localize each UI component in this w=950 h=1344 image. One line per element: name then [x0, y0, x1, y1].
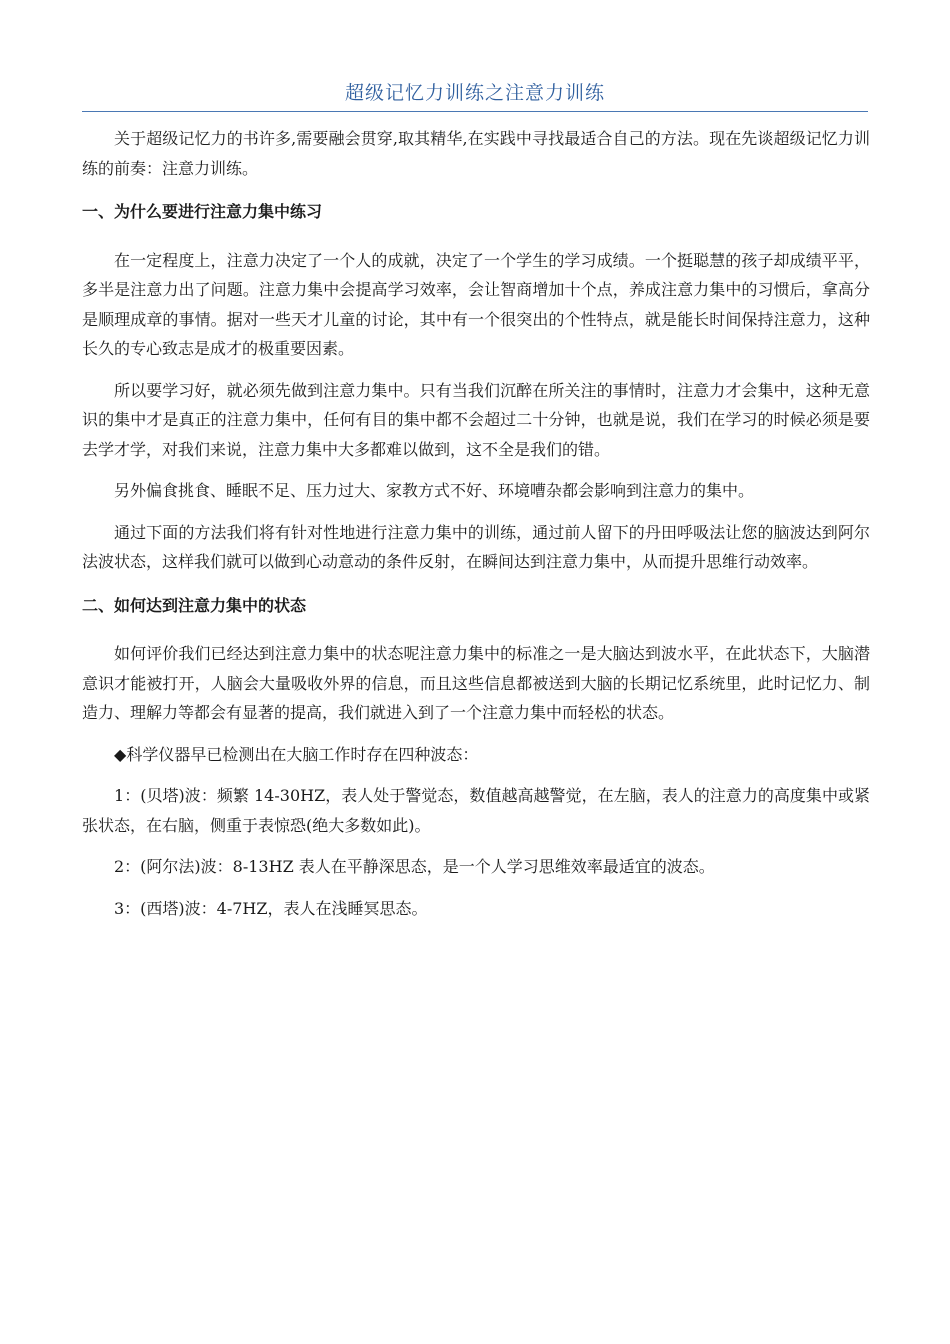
section-1-paragraph-1: 在一定程度上，注意力决定了一个人的成就，决定了一个学生的学习成绩。一个挺聪慧的孩子却成绩平平，多半是注意力出了问题。注意力集中会提高学习效率，会让智商增加十个点，养成注意力集中的习惯后，拿高分是顺理成章的事情。据对一些天才儿童的讨论，其中有一个很突出的个性特点，就是能长时间保持注意力，这种长久的专心致志是成才的极重要因素。: [82, 250, 870, 358]
document-body: [82, 124, 870, 935]
section-2-heading: 二、如何达到注意力集中的状态: [82, 595, 307, 615]
bullet-line: [82, 740, 870, 770]
document-title: 超级记忆力训练之注意力训练: [344, 82, 605, 104]
section-1-heading: 一、为什么要进行注意力集中练习: [82, 202, 323, 221]
wave-item-2: 2：(阿尔法)波：8-13HZ 表人在平静深思态，是一个人学习思维效率最适宜的波态。: [114, 857, 715, 876]
diamond-bullet-icon: ◆: [114, 744, 127, 764]
section-1-paragraph-3: 另外偏食挑食、睡眠不足、压力过大、家教方式不好、环境嘈杂都会影响到注意力的集中。: [114, 481, 755, 500]
wave-item-1: 1：(贝塔)波：频繁 14-30HZ，表人处于警觉态，数值越高越警觉，在左脑，表人的注意力的高度集中或紧张状态，在右脑，侧重于表惊恐(绝大多数如此)。: [82, 786, 870, 835]
bullet-text: 科学仪器早已检测出在大脑工作时存在四种波态：: [126, 744, 479, 764]
wave-item-3: 3：(西塔)波：4-7HZ，表人在浅睡冥思态。: [114, 898, 428, 918]
section-2-paragraph: 如何评价我们已经达到注意力集中的状态呢注意力集中的标准之一是大脑达到波水平，在此状态下，大脑潜意识才能被打开，人脑会大量吸收外界的信息，而且这些信息都被送到大脑的长期记忆系统里，此时记忆力、制造力、理解力等都会有显著的提高，我们就进入到了一个注意力集中而轻松的状态。: [82, 644, 870, 722]
section-1-paragraph-4: 通过下面的方法我们将有针对性地进行注意力集中的训练，通过前人留下的丹田呼吸法让您的脑波达到阿尔法波状态，这样我们就可以做到心动意动的条件反射，在瞬间达到注意力集中，从而提升思维行动效率。: [82, 522, 870, 571]
intro-paragraph: 关于超级记忆力的书许多,需要融会贯穿,取其精华,在实践中寻找最适合自己的方法。现在先谈超级记忆力训练的前奏：注意力训练。: [82, 129, 870, 178]
section-1-paragraph-2: 所以要学习好，就必须先做到注意力集中。只有当我们沉醉在所关注的事情时，注意力才会集中，这种无意识的集中才是真正的注意力集中，任何有目的集中都不会超过二十分钟，也就是说，我们在学习的时候必须是要去学才学，对我们来说，注意力集中大多都难以做到，这不全是我们的错。: [82, 380, 870, 459]
page-header: [82, 78, 868, 112]
